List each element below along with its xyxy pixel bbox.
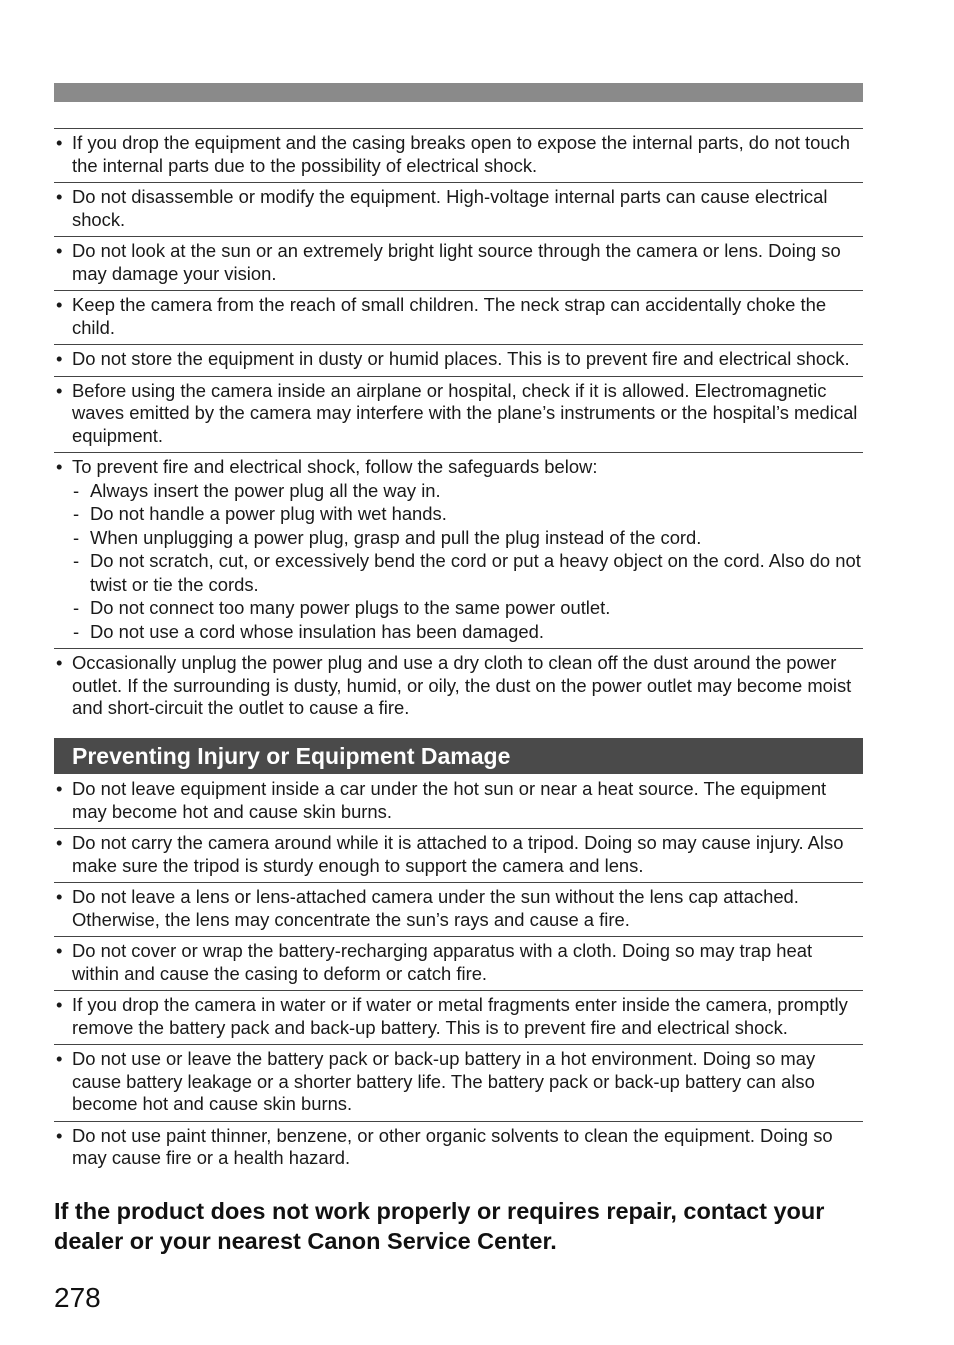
list-item: • Do not store the equipment in dusty or humid places. This is to prevent fire and electrical shock. bbox=[54, 344, 863, 376]
list-item: • Do not use or leave the battery pack or back-up battery in a hot environment. Doing so may cause battery leakage or a shorter battery life. The battery pack or back-up battery can also become hot and cause skin burns. bbox=[54, 1044, 863, 1121]
list-item: • Keep the camera from the reach of small children. The neck strap can accidentally choke the child. bbox=[54, 290, 863, 344]
section-title: Preventing Injury or Equipment Damage bbox=[54, 738, 863, 774]
safeguard-subitem: - Do not use a cord whose insulation has been damaged. bbox=[72, 620, 863, 644]
list-item: • Do not disassemble or modify the equipment. High-voltage internal parts can cause electrical shock. bbox=[54, 182, 863, 236]
safeguard-subitem: - Do not scratch, cut, or excessively bend the cord or put a heavy object on the cord. Also do not twist or tie the cords. bbox=[72, 549, 863, 596]
list-item: • Do not leave a lens or lens-attached camera under the sun without the lens cap attached. Otherwise, the lens may concentrate the sun’s rays and cause a fire. bbox=[54, 882, 863, 936]
safeguard-subitem: - Always insert the power plug all the way in. bbox=[72, 479, 863, 503]
top-header-bar bbox=[54, 83, 863, 102]
list-item: • Do not cover or wrap the battery-recharging apparatus with a cloth. Doing so may trap heat within and cause the casing to deform or catch fire. bbox=[54, 936, 863, 990]
list-item: • Do not leave equipment inside a car under the hot sun or near a heat source. The equipment may become hot and cause skin burns. bbox=[54, 775, 863, 828]
safety-section-fire-shock bbox=[54, 128, 863, 725]
safeguard-subitem: - When unplugging a power plug, grasp and pull the plug instead of the cord. bbox=[72, 526, 863, 550]
list-item: • Do not carry the camera around while it is attached to a tripod. Doing so may cause injury. Also make sure the tripod is sturdy enough to support the camera and lens. bbox=[54, 828, 863, 882]
list-item: • Before using the camera inside an airplane or hospital, check if it is allowed. Electromagnetic waves emitted by the camera may interfere with the plane’s instruments or the hospital’s medical equipment. bbox=[54, 376, 863, 453]
list-item: • If you drop the camera in water or if water or metal fragments enter inside the camera, promptly remove the battery pack and back-up battery. This is to prevent fire and electrical shock. bbox=[54, 990, 863, 1044]
list-item: • Do not look at the sun or an extremely bright light source through the camera or lens. Doing so may damage your vision. bbox=[54, 236, 863, 290]
list-item: • If you drop the equipment and the casing breaks open to expose the internal parts, do not touch the internal parts due to the possibility of electrical shock. bbox=[54, 128, 863, 182]
safeguard-subitem: - Do not connect too many power plugs to the same power outlet. bbox=[72, 596, 863, 620]
safety-section-injury-damage bbox=[54, 775, 863, 1175]
page-number: 278 bbox=[54, 1282, 101, 1313]
safeguards-item bbox=[54, 452, 863, 648]
safeguard-subitem: - Do not handle a power plug with wet hands. bbox=[72, 502, 863, 526]
list-item: • Occasionally unplug the power plug and use a dry cloth to clean off the dust around the power outlet. If the surrounding is dusty, humid, or oily, the dust on the power outlet may become moist and short-circuit the outlet to cause a fire. bbox=[54, 648, 863, 725]
service-notice: If the product does not work properly or requires repair, contact your dealer or your nearest Canon Service Center. bbox=[54, 1198, 825, 1254]
safeguards-intro: • To prevent fire and electrical shock, follow the safeguards below: bbox=[72, 456, 598, 477]
list-item: • Do not use paint thinner, benzene, or other organic solvents to clean the equipment. Doing so may cause fire or a health hazard. bbox=[54, 1121, 863, 1175]
